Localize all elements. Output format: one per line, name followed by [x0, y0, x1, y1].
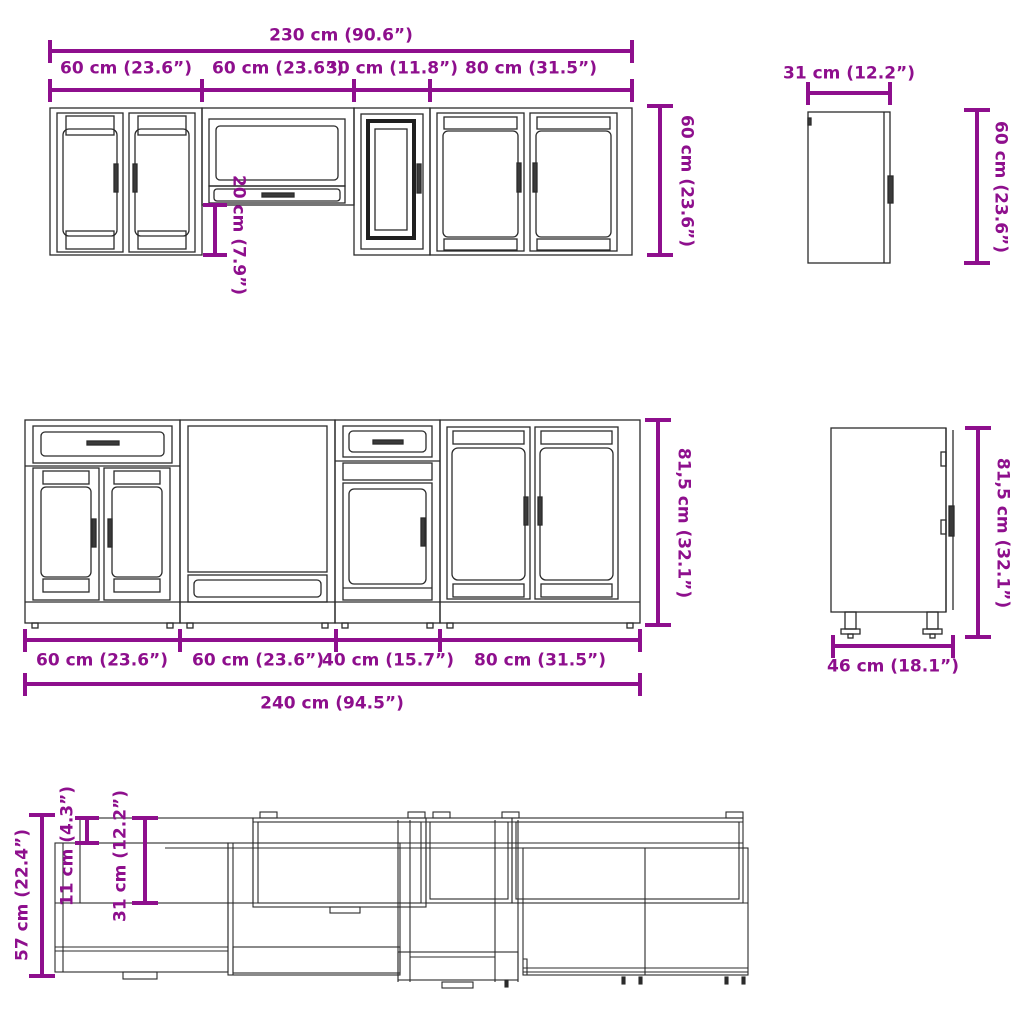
- plan-total-depth-label: 57 cm (22.4”): [12, 829, 33, 961]
- door-handle: [133, 164, 137, 192]
- foot-mark: [725, 977, 728, 984]
- dim-plan-wall-depth: [132, 818, 158, 903]
- cabinet-leg: [841, 612, 860, 638]
- hinge-plate: [260, 812, 277, 818]
- base-segment2-label: 60 cm (23.6”): [192, 650, 324, 671]
- wall-segment3-label: 30 cm (11.8”): [326, 58, 458, 79]
- door-handle: [888, 176, 893, 203]
- base-side-height-label: 81,5 cm (32.1”): [992, 457, 1013, 609]
- base-side-width-label: 46 cm (18.1”): [827, 656, 959, 677]
- wall-segment1-label: 60 cm (23.6”): [60, 58, 192, 79]
- dim-wall-side-width: [808, 82, 890, 105]
- base-segment3-label: 40 cm (15.7”): [322, 650, 454, 671]
- wall-segment4-label: 80 cm (31.5”): [465, 58, 597, 79]
- door-handle: [108, 519, 112, 547]
- foot-mark: [622, 977, 625, 984]
- foot-mark: [639, 977, 642, 984]
- wall-side-height-label: 60 cm (23.6”): [990, 121, 1011, 253]
- foot-mark: [742, 977, 745, 984]
- base-height-label: 81,5 cm (32.1”): [673, 447, 694, 599]
- hinge-plate: [433, 812, 450, 818]
- base-cabinet-side-view: [831, 428, 954, 638]
- dim-base-height: [645, 420, 671, 625]
- plan-offset-depth-label: 11 cm (4.3”): [57, 785, 78, 907]
- wall-segment2-label: 60 cm (23.6”): [212, 58, 344, 79]
- door-handle: [417, 164, 421, 193]
- foot-mark: [505, 980, 508, 987]
- dim-base-side-height: [965, 428, 991, 637]
- drawer-handle: [87, 441, 119, 445]
- door-handle: [517, 163, 521, 192]
- wall-cabinet-side-view: [808, 112, 893, 263]
- wall-niche-label: 20 cm (7.9”): [228, 174, 249, 296]
- cabinet-leg: [923, 612, 942, 638]
- base-segment1-label: 60 cm (23.6”): [36, 650, 168, 671]
- dim-wall-niche: [203, 205, 227, 255]
- wall-height-label: 60 cm (23.6”): [676, 115, 697, 247]
- base-total-width-label: 240 cm (94.5”): [260, 693, 404, 714]
- door-handle: [114, 164, 118, 192]
- wall-cabinets-front-view: [50, 108, 632, 255]
- wall-total-width-label: 230 cm (90.6”): [269, 25, 413, 46]
- hinge-mark: [941, 520, 946, 534]
- door-handle: [538, 497, 542, 525]
- flip-door-handle: [262, 193, 294, 197]
- hinge-mark: [808, 118, 811, 125]
- door-handle: [421, 518, 425, 546]
- top-view: [55, 812, 748, 988]
- dim-wall-segments: [50, 79, 632, 102]
- dim-base-segments: [25, 629, 640, 652]
- dim-wall-side-height: [964, 110, 990, 263]
- dim-plan-total-depth: [29, 815, 55, 976]
- wall-side-width-label: 31 cm (12.2”): [783, 63, 915, 84]
- dim-plan-offset-depth: [75, 818, 99, 843]
- base-segment4-label: 80 cm (31.5”): [474, 650, 606, 671]
- base-cabinets-front-view: [25, 420, 640, 628]
- drawer-handle: [373, 440, 403, 444]
- door-handle: [524, 497, 528, 525]
- hinge-plate: [726, 812, 743, 818]
- dim-wall-height: [647, 106, 673, 255]
- plan-wall-depth-label: 31 cm (12.2”): [110, 790, 131, 922]
- door-handle: [533, 163, 537, 192]
- door-handle: [949, 506, 954, 536]
- hinge-plate: [408, 812, 425, 818]
- hinge-plate: [502, 812, 519, 818]
- door-handle: [92, 519, 96, 547]
- hinge-mark: [941, 452, 946, 466]
